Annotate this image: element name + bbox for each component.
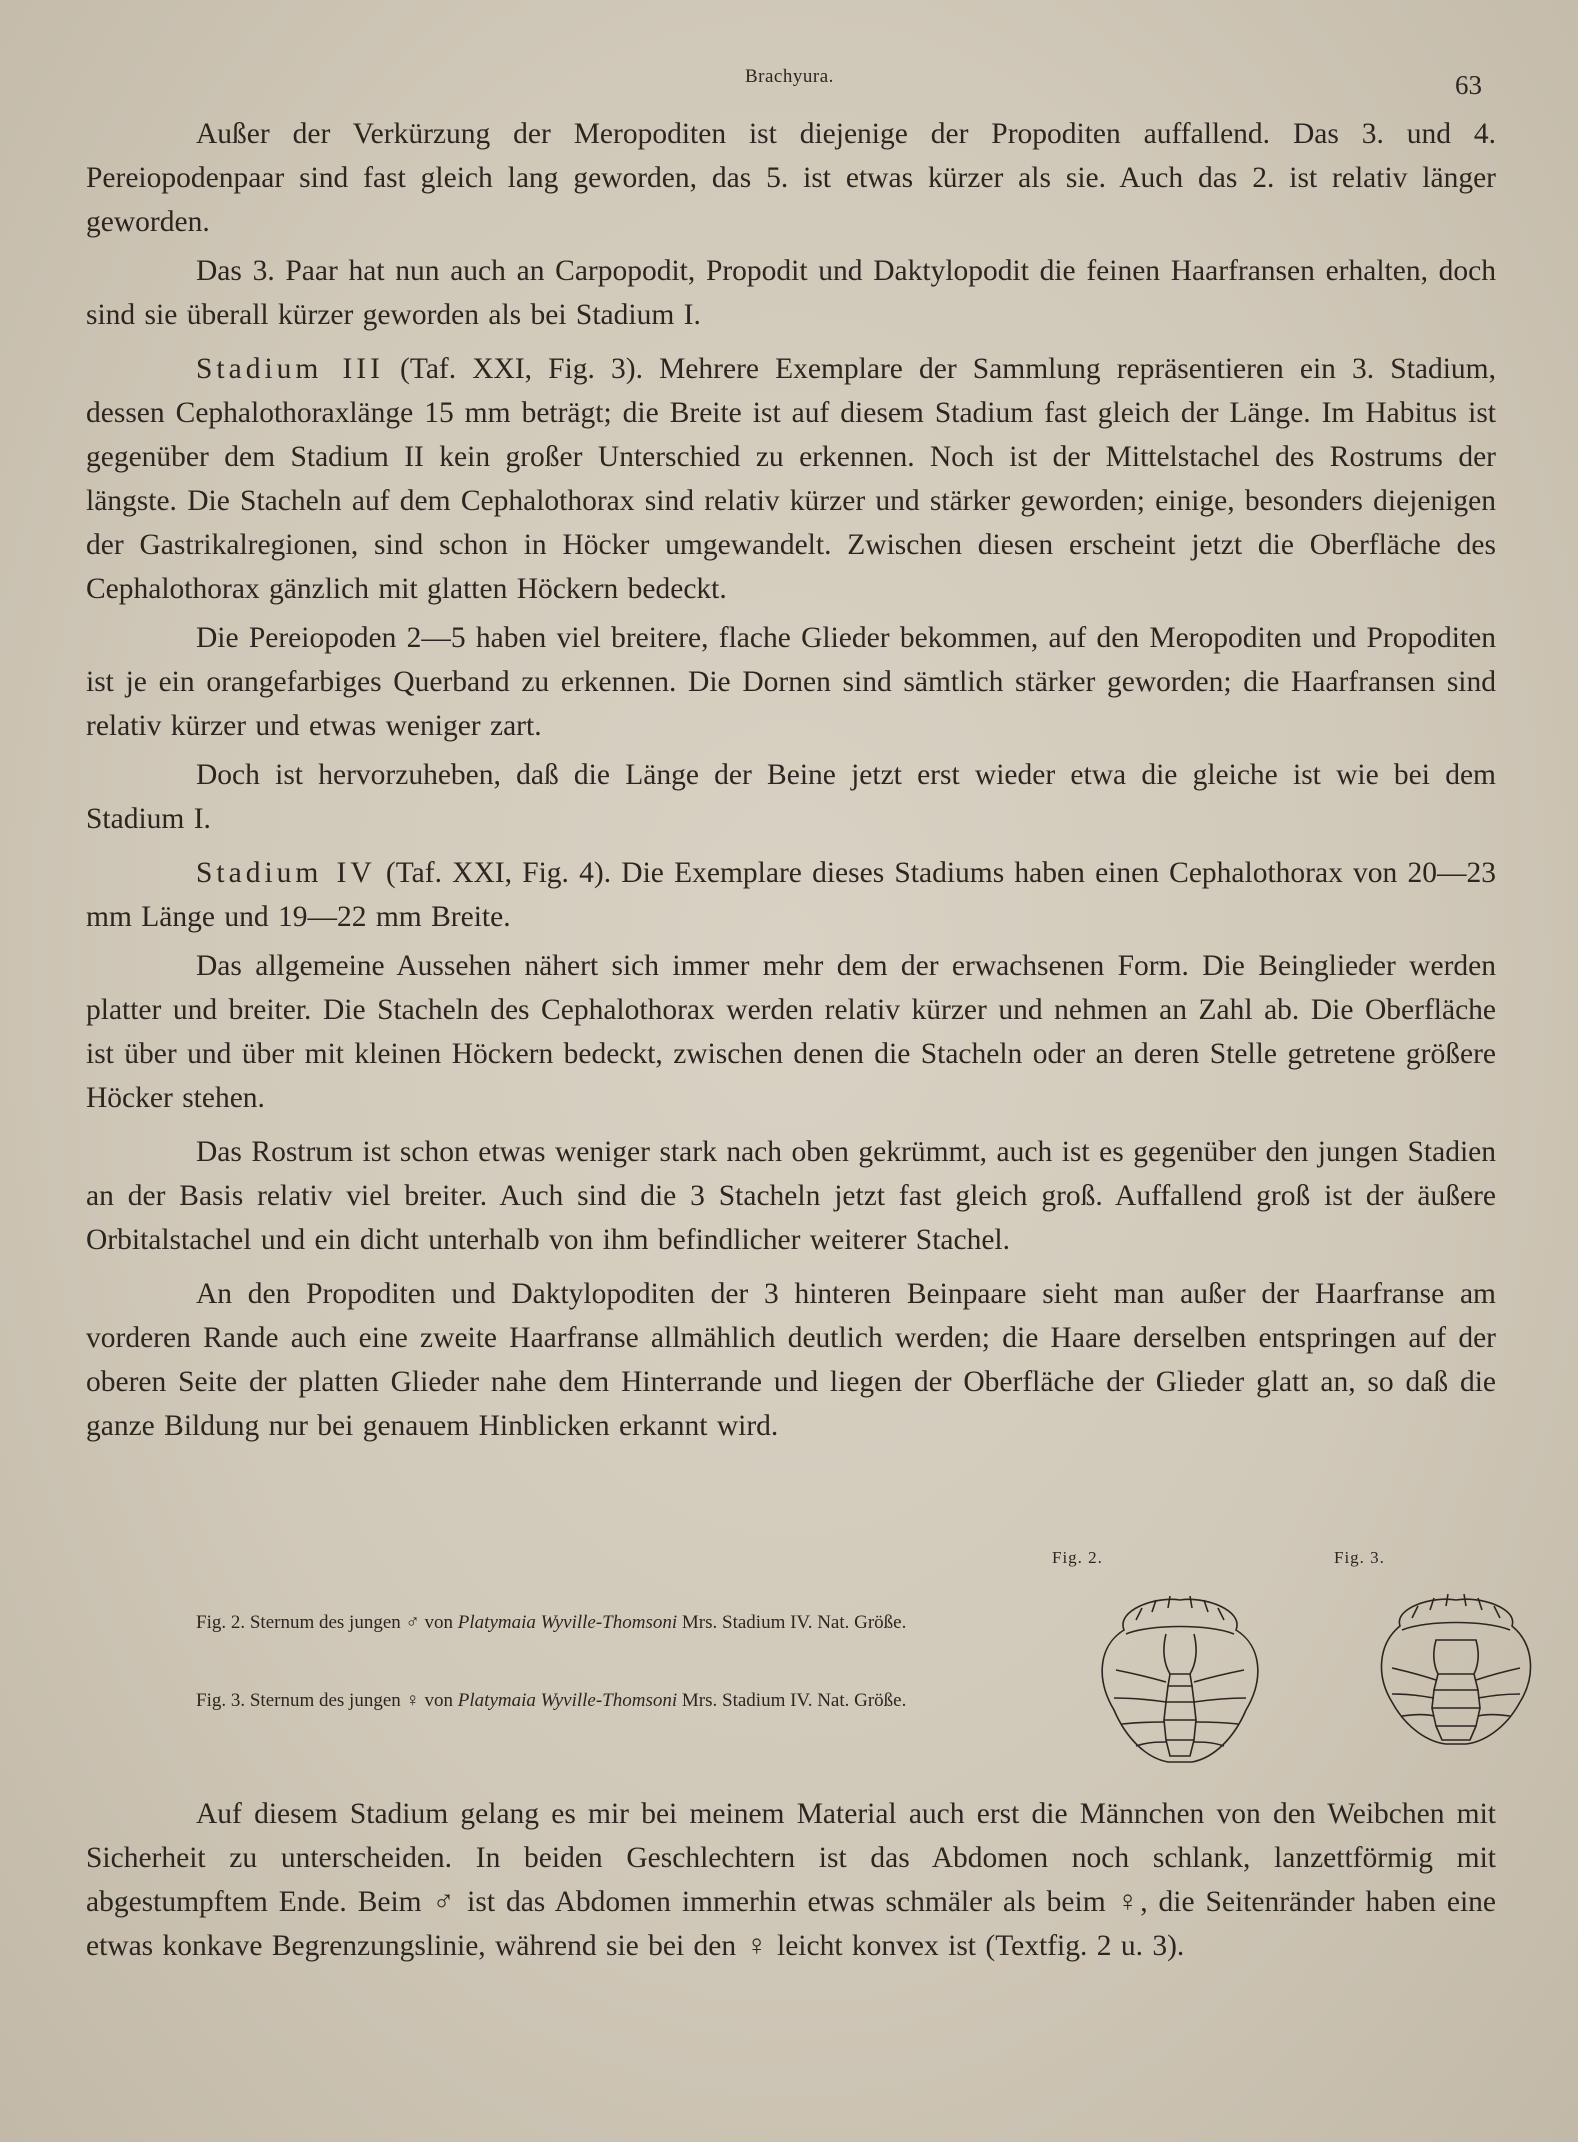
paragraph-6-text: (Taf. XXI, Fig. 4). Die Exemplare dieses Stadiums haben einen Cephalothorax von 20—23 mm Länge und 19—22 mm Breite. [86,857,1497,933]
paragraph-9: An den Propoditen und Daktylopoditen der 3 hinteren Beinpaare sieht man außer der Haarfranse am vorderen Rande auch eine zweite Haarfranse allmählich deutlich werden; die Haare derselben entspringen auf der oberen Seite der platten Glieder nahe dem Hinterrande und liegen der Oberfläche der Glieder glatt an, so daß die ganze Bildung nur bei genauem Hinblicken erkannt wird. [86,1278,1496,1442]
caption-2-suffix: Mrs. Stadium IV. Nat. Größe. [677,1612,907,1633]
figure-label-2: Fig. 2. [1052,1548,1103,1567]
paragraph-1: Außer der Verkürzung der Meropoditen ist diejenige der Propoditen auffallend. Das 3. und 4. Pereiopodenpaar sind fast gleich lang geworden, das 5. ist etwas kürzer als sie. Auch das 2. ist relativ länger geworden. [86,118,1496,238]
paragraph-10: Auf diesem Stadium gelang es mir bei meinem Material auch erst die Männchen von den Weibchen mit Sicherheit zu unterscheiden. In beiden Geschlechtern ist das Abdomen noch schlank, lanzettförmig mit abgestumpftem Ende. Beim ♂ ist das Abdomen immerhin etwas schmäler als beim ♀, die Seitenränder haben eine etwas konkave Begrenzungslinie, während sie bei den ♀ leicht konvex ist (Textfig. 2 u. 3). [86,1798,1496,1962]
caption-2-species: Platymaia Wyville-Thomsoni [457,1612,678,1633]
paragraph-7: Das allgemeine Aussehen nähert sich immer mehr dem der erwachsenen Form. Die Beinglieder werden platter und breiter. Die Stacheln des Cephalothorax werden relativ kürzer und nehmen an Zahl ab. Die Oberfläche ist über und über mit kleinen Höckern bedeckt, zwischen denen die Stacheln oder an deren Stelle getretene größere Höcker stehen. [86,950,1496,1114]
sternum-male-illustration [1096,1590,1264,1770]
page-header [0,62,1578,102]
paragraph-4: Die Pereiopoden 2—5 haben viel breitere, flache Glieder bekommen, auf den Meropoditen und Propoditen ist je ein orangefarbiges Querband zu erkennen. Die Dornen sind sämtlich stärker geworden; die Haarfransen sind relativ kürzer und etwas weniger zart. [86,622,1496,742]
page-number: 63 [1455,70,1482,100]
paragraph-5: Doch ist hervorzuheben, daß die Länge der Beine jetzt erst wieder etwa die gleiche ist wie bei dem Stadium I. [86,759,1496,835]
caption-3-suffix: Mrs. Stadium IV. Nat. Größe. [677,1690,907,1711]
caption-3-species: Platymaia Wyville-Thomsoni [457,1690,678,1711]
main-text [86,112,1496,1453]
sternum-female-illustration [1376,1590,1536,1750]
running-title: Brachyura. [745,66,834,87]
figure-block [86,1540,1496,1780]
figure-label-3: Fig. 3. [1334,1548,1385,1567]
paragraph-stadium-3 [86,347,1496,611]
paragraph-2: Das 3. Paar hat nun auch an Carpopodit, Propodit und Daktylopodit die feinen Haarfransen erhalten, doch sind sie überall kürzer geworden als bei Stadium I. [86,255,1496,331]
section-lead-stadium-4: Stadium IV [196,857,376,889]
figure-caption-2 [86,1606,926,1640]
section-lead-stadium-3: Stadium III [196,353,384,385]
paragraph-8: Das Rostrum ist schon etwas weniger stark nach oben gekrümmt, auch ist es gegenüber den jungen Stadien an der Basis relativ viel breiter. Auch sind die 3 Stacheln jetzt fast gleich groß. Auffallend groß ist der äußere Orbitalstachel und ein dicht unterhalb von ihm befindlicher weiterer Stachel. [86,1136,1496,1256]
figure-caption-3 [86,1684,926,1718]
paragraph-3-text: (Taf. XXI, Fig. 3). Mehrere Exemplare der Sammlung repräsentieren ein 3. Stadium, dessen Cephalothoraxlänge 15 mm beträgt; die Breite ist auf diesem Stadium fast gleich der Länge. Im Habitus ist gegenüber dem Stadium II kein großer Unterschied zu erkennen. Noch ist der Mittelstachel des Rostrums der längste. Die Stacheln auf dem Cephalothorax sind relativ kürzer und stärker geworden; einige, besonders diejenigen der Gastrikalregionen, sind schon in Höcker umgewandelt. Zwischen diesen erscheint jetzt die Oberfläche des Cephalothorax gänzlich mit glatten Höckern bedeckt. [86,353,1496,605]
caption-2-prefix: Fig. 2. Sternum des jungen ♂ von [196,1612,458,1633]
paragraph-stadium-4 [86,851,1496,939]
caption-3-prefix: Fig. 3. Sternum des jungen ♀ von [196,1690,458,1711]
closing-text [86,1792,1496,1973]
